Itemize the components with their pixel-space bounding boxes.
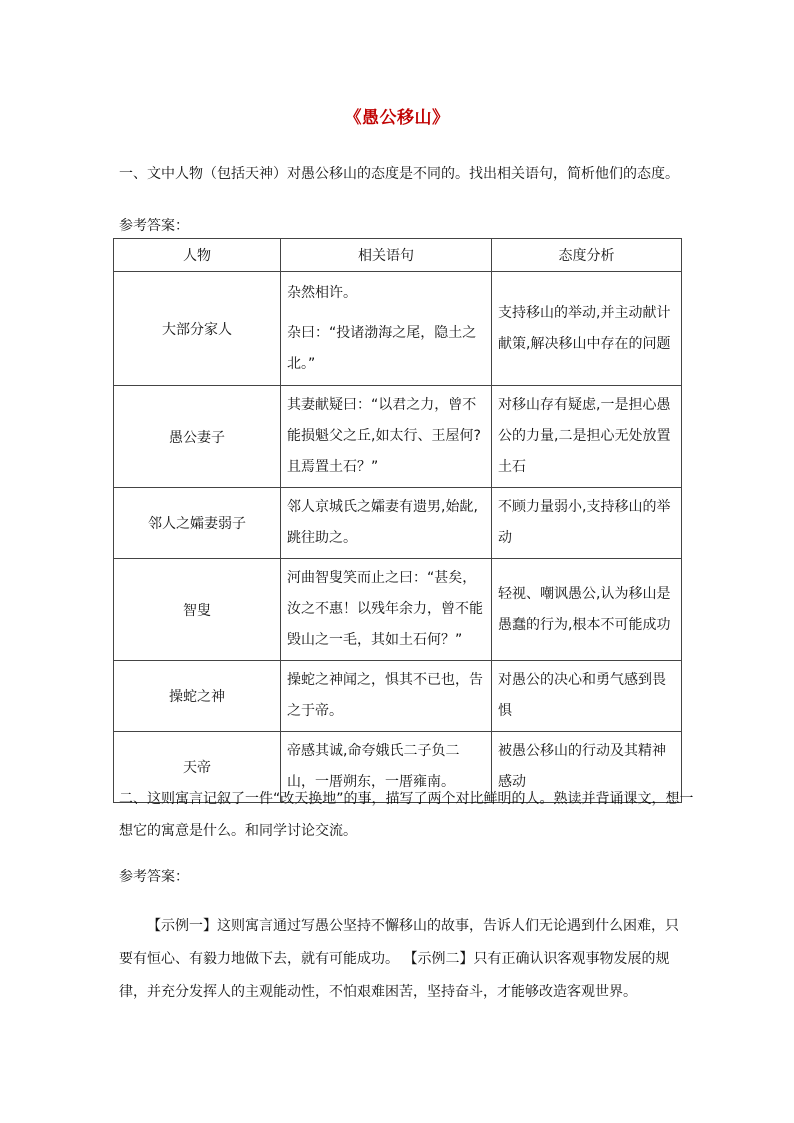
answer-label-2: 参考答案： bbox=[119, 869, 189, 885]
quote-cell bbox=[281, 661, 492, 732]
person-cell: 愚公妻子 bbox=[114, 386, 281, 488]
quote-text: 操蛇之神闻之，惧其不已也，告之于帝。 bbox=[287, 672, 483, 719]
table-row bbox=[114, 559, 682, 661]
example-1-text: 这则寓言通过写愚公坚持不懈移山的故事，告诉人们无论遇到什么困难，只要有恒心、有毅力地做下去，就有可能成功。 bbox=[119, 918, 679, 967]
person-cell: 邻人之孀妻弱子 bbox=[114, 488, 281, 559]
quote-text: 邻人京城氏之孀妻有遗男,始龀,跳往助之。 bbox=[287, 499, 478, 546]
quote-text: 帝感其诚,命夸娥氏二子负二山，一厝朔东，一厝雍南。 bbox=[287, 743, 460, 790]
example-1-label: 【示例一】 bbox=[147, 918, 217, 934]
analysis-cell: 对移山存有疑虑,一是担心愚公的力量,二是担心无处放置土石 bbox=[492, 386, 682, 488]
example-2-text: 只有正确认识客观事物发展的规律，并充分发挥人的主观能动性，不怕艰难困苦，坚持奋斗，才能够改造客观世界。 bbox=[119, 951, 670, 1000]
table-row bbox=[114, 661, 682, 732]
quote-cell bbox=[281, 272, 492, 386]
attitude-table bbox=[113, 238, 682, 803]
quote-cell bbox=[281, 386, 492, 488]
analysis-cell: 对愚公的决心和勇气感到畏惧 bbox=[492, 661, 682, 732]
header-person: 人物 bbox=[114, 239, 281, 272]
quote-text: 河曲智叟笑而止之曰：“甚矣，汝之不惠！以残年余力，曾不能毁山之一毛，其如土石何？” bbox=[287, 570, 483, 648]
analysis-cell: 轻视、嘲讽愚公,认为移山是愚蠢的行为,根本不可能成功 bbox=[492, 559, 682, 661]
example-2-label: 【示例二】 bbox=[403, 951, 474, 967]
person-cell: 天帝 bbox=[114, 732, 281, 803]
example-answers bbox=[119, 910, 684, 1009]
analysis-cell: 被愚公移山的行动及其精神感动 bbox=[492, 732, 682, 803]
table-header-row bbox=[114, 239, 682, 272]
document-title: 《愚公移山》 bbox=[344, 108, 450, 128]
header-quotes: 相关语句 bbox=[281, 239, 492, 272]
quote-text: 其妻献疑曰：“以君之力，曾不能损魁父之丘,如太行、王屋何?且焉置土石？” bbox=[287, 397, 481, 475]
person-cell: 大部分家人 bbox=[114, 272, 281, 386]
person-cell: 操蛇之神 bbox=[114, 661, 281, 732]
analysis-cell: 支持移山的举动,并主动献计献策,解决移山中存在的问题 bbox=[492, 272, 682, 386]
quote-cell bbox=[281, 488, 492, 559]
quote-text: 杂然相许。 bbox=[287, 284, 357, 301]
table-row bbox=[114, 272, 682, 386]
table-row bbox=[114, 488, 682, 559]
header-analysis: 态度分析 bbox=[492, 239, 682, 272]
quote-text: 杂曰：“投诸渤海之尾，隐土之北。” bbox=[287, 324, 477, 372]
person-cell: 智叟 bbox=[114, 559, 281, 661]
question-2: 二、这则寓言记叙了一件“改天换地”的事，描写了两个对比鲜明的人。熟读并背诵课文，想一想它的寓意是什么。和同学讨论交流。 bbox=[119, 791, 694, 839]
table-row bbox=[114, 386, 682, 488]
analysis-cell: 不顾力量弱小,支持移山的举动 bbox=[492, 488, 682, 559]
answer-label-1: 参考答案： bbox=[119, 218, 189, 234]
question-1: 一、文中人物（包括天神）对愚公移山的态度是不同的。找出相关语句，简析他们的态度。 bbox=[119, 166, 679, 182]
quote-cell bbox=[281, 559, 492, 661]
